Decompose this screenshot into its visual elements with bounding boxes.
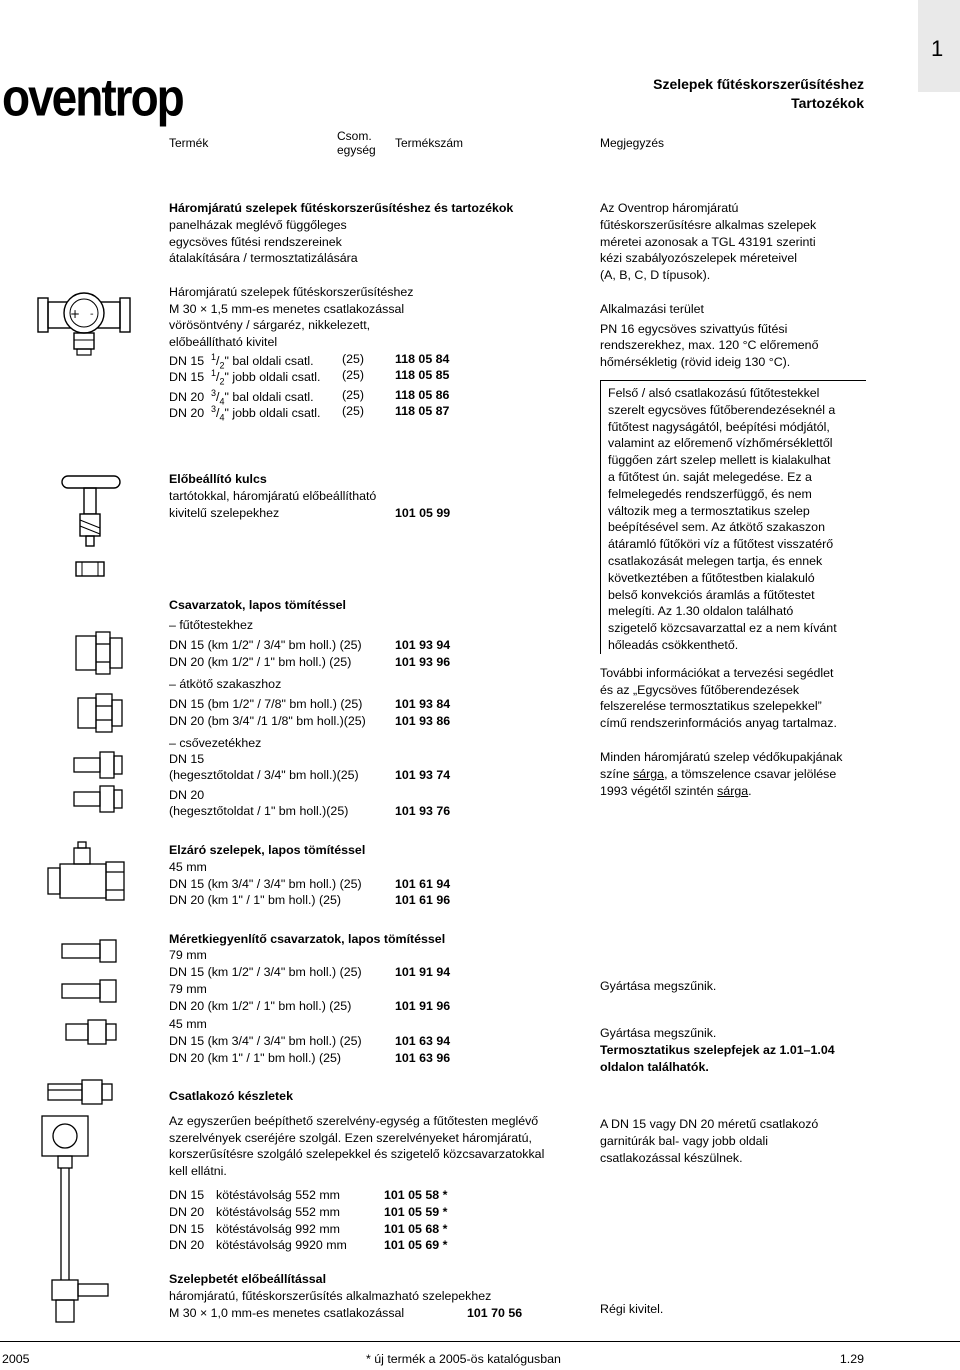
page-tab xyxy=(918,0,960,92)
box-line: csatlakozását melegen tartja, és ennek xyxy=(608,553,823,568)
row-code: 101 63 96 xyxy=(395,1051,451,1065)
fittings-sub: – csővezetékhez xyxy=(169,736,262,750)
col-header-product-number: Termékszám xyxy=(395,136,464,150)
col-header-remark: Megjegyzés xyxy=(600,136,665,150)
key-line: tartótokkal, háromjáratú előbeállítható xyxy=(169,489,377,503)
row-frac-den: 2 xyxy=(219,376,225,387)
row-code: 118 05 86 xyxy=(395,388,450,402)
row-dn: DN 20 xyxy=(169,1205,205,1219)
row-frac-den: 4 xyxy=(219,412,225,423)
note-text-underlined: sárga xyxy=(717,784,749,798)
box-line: belső konvekciós áramlás a fűtőtestet xyxy=(608,587,815,602)
insert-line: háromjáratú, fűtéskorszerűsítés alkalmazható szelepekhez xyxy=(169,1289,492,1303)
note-line: fűtéskorszerűsítésre alkalmas szelepek xyxy=(600,218,817,232)
kits-desc: Az egyszerűen beépíthető szerelvény-egység a fűtőtesten meglévő xyxy=(169,1114,539,1128)
table-row: DN 15 (km 3/4" / 3/4" bm holl.) (25) xyxy=(169,877,362,891)
extension-length: 45 mm xyxy=(169,1017,207,1031)
note-line xyxy=(600,767,836,781)
key-title: Előbeállító kulcs xyxy=(169,472,267,486)
box-line: szigetelő közcsavarzattal ez a nem kívánt xyxy=(608,621,837,636)
box-line: a fűtőtest ún. saját melegedése. Ez a xyxy=(608,469,812,484)
key-line: kivitelű szelepekhez xyxy=(169,506,280,520)
table-row: DN 20 $^3/_4$" jobb oldali csatl. xyxy=(169,404,321,423)
note-line: méretei azonosak a TGL 43191 szerinti xyxy=(600,235,816,249)
row-dn: DN 15 xyxy=(169,370,205,385)
table-row: DN 15 (bm 1/2" / 7/8" bm holl.) (25) xyxy=(169,697,363,711)
table-row: DN 15 (km 3/4" / 3/4" bm holl.) (25) xyxy=(169,1034,362,1048)
kits-title: Csatlakozó készletek xyxy=(169,1089,293,1103)
valves-line: vörösöntvény / sárgaréz, nikkelezett, xyxy=(169,318,371,332)
extension-title: Méretkiegyenlítő csavarzatok, lapos tömítéssel xyxy=(169,932,446,946)
insert-line: M 30 × 1,0 mm-es menetes csatlakozással xyxy=(169,1306,405,1320)
row-code: 101 61 94 xyxy=(395,877,451,891)
note-text: . xyxy=(748,784,752,798)
note-text: , a tömszelence csavar jelölése xyxy=(664,767,837,781)
table-row: DN 15 (km 1/2" / 3/4" bm holl.) (25) xyxy=(169,965,362,979)
row-code: 101 93 74 xyxy=(395,768,451,782)
note-line xyxy=(600,784,752,798)
preset-key-illustration xyxy=(60,470,130,585)
row-code: 101 05 59 * xyxy=(384,1205,448,1219)
box-line: változik meg a termosztatikus szelep xyxy=(608,503,810,518)
note-line: felszerelése termosztatikus szelepekkel” xyxy=(600,699,822,713)
row-side: " bal oldali csatl. xyxy=(224,390,314,405)
table-row: DN 20 (bm 3/4" /1 1/8" bm holl.)(25) xyxy=(169,714,366,728)
footer-note: * új termék a 2005-ös katalógusban xyxy=(366,1352,561,1366)
remark: A DN 15 vagy DN 20 méretű csatlakozó xyxy=(600,1117,819,1131)
note-line: Az Oventrop háromjáratú xyxy=(600,201,739,215)
shutoff-valve-illustration xyxy=(44,838,134,908)
box-line: átáramló fűtőköri víz a fűtőtest visszatérő xyxy=(608,537,834,552)
valves-line: Háromjáratú szelepek fűtéskorszerűsítéshez xyxy=(169,285,414,299)
note-line: és az „Egycsöves fűtőberendezések xyxy=(600,683,800,697)
row-distance: kötéstávolság 9920 mm xyxy=(216,1238,347,1252)
remark: Gyártása megszűnik. xyxy=(600,979,717,993)
note-line: Minden háromjáratú szelep védőkupakjának xyxy=(600,750,843,764)
remark: Termosztatikus szelepfejek az 1.01–1.04 xyxy=(600,1043,835,1057)
row-side: " jobb oldali csatl. xyxy=(224,406,321,421)
box-line: következtében a fűtőtestben kialakuló xyxy=(608,570,815,585)
remark: garnitúrák bal- vagy jobb oldali xyxy=(600,1134,769,1148)
row-code: 118 05 85 xyxy=(395,368,450,382)
insert-title: Szelepbetét előbeállítással xyxy=(169,1272,327,1286)
row-dn: DN 15 xyxy=(169,1188,205,1202)
row-side: " bal oldali csatl. xyxy=(224,354,314,369)
row-dn: DN 20 xyxy=(169,390,205,405)
table-row: DN 15 $^1/_2$" bal oldali csatl. xyxy=(169,352,314,371)
svg-text:-: - xyxy=(90,309,94,320)
row-dn: DN 15 xyxy=(169,354,205,369)
row-frac-num: 3 xyxy=(211,404,217,414)
row-code: 101 05 58 * xyxy=(384,1188,448,1202)
valves-line: előbeállítható kivitel xyxy=(169,335,278,349)
extension-length: 79 mm xyxy=(169,948,207,962)
note-line: (A, B, C, D típusok). xyxy=(600,268,711,282)
table-row: DN 15 $^1/_2$" jobb oldali csatl. xyxy=(169,368,321,387)
box-line: hőleadás csökkenthető. xyxy=(608,637,739,652)
box-line: függően zárt szelep mellett is kialakulhat xyxy=(608,453,831,468)
intro-line: átalakítására / termosztatizálására xyxy=(169,251,358,265)
fitting-illustrations xyxy=(70,628,130,818)
note-text: színe xyxy=(600,767,634,781)
fittings-sub: – fűtőtestekhez xyxy=(169,618,254,632)
row-dn: DN 20 xyxy=(169,406,205,421)
row-unit: (25) xyxy=(342,388,365,402)
footer-year: 2005 xyxy=(2,1352,30,1366)
row-distance: kötéstávolság 992 mm xyxy=(216,1222,340,1236)
info-box xyxy=(600,380,866,654)
row-distance: kötéstávolság 552 mm xyxy=(216,1205,340,1219)
intro-line: egycsöves fűtési rendszereinek xyxy=(169,235,342,249)
note-line: című rendszerinformációs anyag tartalmaz. xyxy=(600,716,837,730)
table-row: DN 20 $^3/_4$" bal oldali csatl. xyxy=(169,388,314,407)
row-frac-den: 4 xyxy=(219,396,225,407)
extension-fitting-illustration xyxy=(58,940,128,1060)
row-frac-num: 3 xyxy=(211,388,217,398)
brand-logo: oventrop xyxy=(2,67,183,127)
box-line: Felső / alsó csatlakozású fűtőtestekkel xyxy=(608,386,820,400)
intro-title: Háromjáratú szelepek fűtéskorszerűsítéshez és tartozékok xyxy=(169,201,514,215)
row-code: 101 63 94 xyxy=(395,1034,451,1048)
three-way-valve-illustration xyxy=(34,270,134,360)
table-row: DN 20 (km 1" / 1" bm holl.) (25) xyxy=(169,893,341,907)
shutoff-title: Elzáró szelepek, lapos tömítéssel xyxy=(169,843,366,857)
row-code: 101 93 94 xyxy=(395,638,451,652)
tab-number: 1 xyxy=(931,36,944,61)
table-row: DN 20 (km 1/2" / 1" bm holl.) (25) xyxy=(169,655,352,669)
fittings-title: Csavarzatok, lapos tömítéssel xyxy=(169,598,346,612)
box-line: melegíti. Az 1.30 oldalon található xyxy=(608,604,794,619)
row-code: 101 61 96 xyxy=(395,893,451,907)
row-unit: (25) xyxy=(342,352,365,366)
kits-desc: szerelvények cseréjére szolgál. Ezen szerelvényeket háromjáratú, xyxy=(169,1131,532,1145)
col-header-unit-2: egység xyxy=(337,143,376,157)
box-line: fűtőtest nagyságától, beépítési módjától, xyxy=(608,419,830,434)
row-frac-den: 2 xyxy=(219,360,225,371)
table-row: (hegesztőtoldat / 1" bm holl.)(25) xyxy=(169,804,349,818)
row-code: 101 93 84 xyxy=(395,697,451,711)
table-row: DN 20 (km 1" / 1" bm holl.) (25) xyxy=(169,1051,341,1065)
row-dn: DN 20 xyxy=(169,1238,205,1252)
row-unit: (25) xyxy=(342,368,365,382)
page-title-2: Tartozékok xyxy=(791,95,864,111)
note-line: További információkat a tervezési segédlet xyxy=(600,666,834,680)
row-frac-num: 1 xyxy=(211,368,217,378)
remark: Gyártása megszűnik. xyxy=(600,1026,717,1040)
row-code: 101 93 96 xyxy=(395,655,451,669)
extension-length: 79 mm xyxy=(169,982,207,996)
shutoff-length: 45 mm xyxy=(169,860,207,874)
kits-desc: kell ellátni. xyxy=(169,1164,227,1178)
connection-kit-illustration xyxy=(38,1080,128,1330)
table-row: DN 15 xyxy=(169,752,205,766)
box-line: szerelt egycsöves fűtőberendezéseknél a xyxy=(608,402,836,417)
row-code: 101 93 86 xyxy=(395,714,451,728)
valves-line: M 30 × 1,5 mm-es menetes csatlakozással xyxy=(169,302,405,316)
box-line: felmelegedés rendszerfüggő, és nem xyxy=(608,486,812,501)
remark: csatlakozással készülnek. xyxy=(600,1151,743,1165)
page-title-1: Szelepek fűtéskorszerűsítéshez xyxy=(653,76,864,92)
row-code: 118 05 84 xyxy=(395,352,450,366)
col-header-product: Termék xyxy=(169,136,209,150)
row-side: " jobb oldali csatl. xyxy=(224,370,321,385)
svg-text:+: + xyxy=(70,307,81,321)
row-code: 101 05 69 * xyxy=(384,1238,448,1252)
row-code: 101 93 76 xyxy=(395,804,451,818)
row-code: 118 05 87 xyxy=(395,404,450,418)
table-row: DN 20 xyxy=(169,788,205,802)
note-text: 1993 végétől szintén xyxy=(600,784,718,798)
insert-code: 101 70 56 xyxy=(467,1306,523,1320)
note-line: rendszerekhez, max. 120 °C előremenő xyxy=(600,338,819,352)
box-line: beépítésével sem. Az átkötő szakaszon xyxy=(608,520,825,535)
note-line: kézi szabályozószelepek méreteivel xyxy=(600,251,797,265)
footer-rule xyxy=(0,1341,960,1342)
table-row: (hegesztőtoldat / 3/4" bm holl.)(25) xyxy=(169,768,359,782)
row-frac-num: 1 xyxy=(211,352,217,362)
table-row: DN 20 (km 1/2" / 1" bm holl.) (25) xyxy=(169,999,352,1013)
intro-line: panelházak meglévő függőleges xyxy=(169,218,347,232)
col-header-unit-1: Csom. xyxy=(337,129,372,143)
note-heading: Alkalmazási terület xyxy=(600,302,704,316)
key-code: 101 05 99 xyxy=(395,506,451,520)
table-row: DN 15 (km 1/2" / 3/4" bm holl.) (25) xyxy=(169,638,362,652)
row-dn: DN 15 xyxy=(169,1222,205,1236)
fittings-sub: – átkötő szakaszhoz xyxy=(169,677,282,691)
note-text-underlined: sárga xyxy=(633,767,665,781)
box-line: valamint az előremenő vízhőmérséklettől xyxy=(608,436,833,451)
row-code: 101 91 96 xyxy=(395,999,451,1013)
note-line: hőmérsékletig (rövid ideig 130 °C). xyxy=(600,355,791,369)
kits-desc: korszerűsítésre szolgáló szelepekkel és szigetelő közcsavarzatokkal xyxy=(169,1147,545,1161)
note-line: PN 16 egycsöves szivattyús fűtési xyxy=(600,322,788,336)
row-code: 101 91 94 xyxy=(395,965,451,979)
row-unit: (25) xyxy=(342,404,365,418)
footer-page-number: 1.29 xyxy=(839,1352,864,1366)
row-code: 101 05 68 * xyxy=(384,1222,448,1236)
remark: Régi kivitel. xyxy=(600,1302,664,1316)
row-distance: kötéstávolság 552 mm xyxy=(216,1188,340,1202)
remark: oldalon találhatók. xyxy=(600,1060,709,1074)
